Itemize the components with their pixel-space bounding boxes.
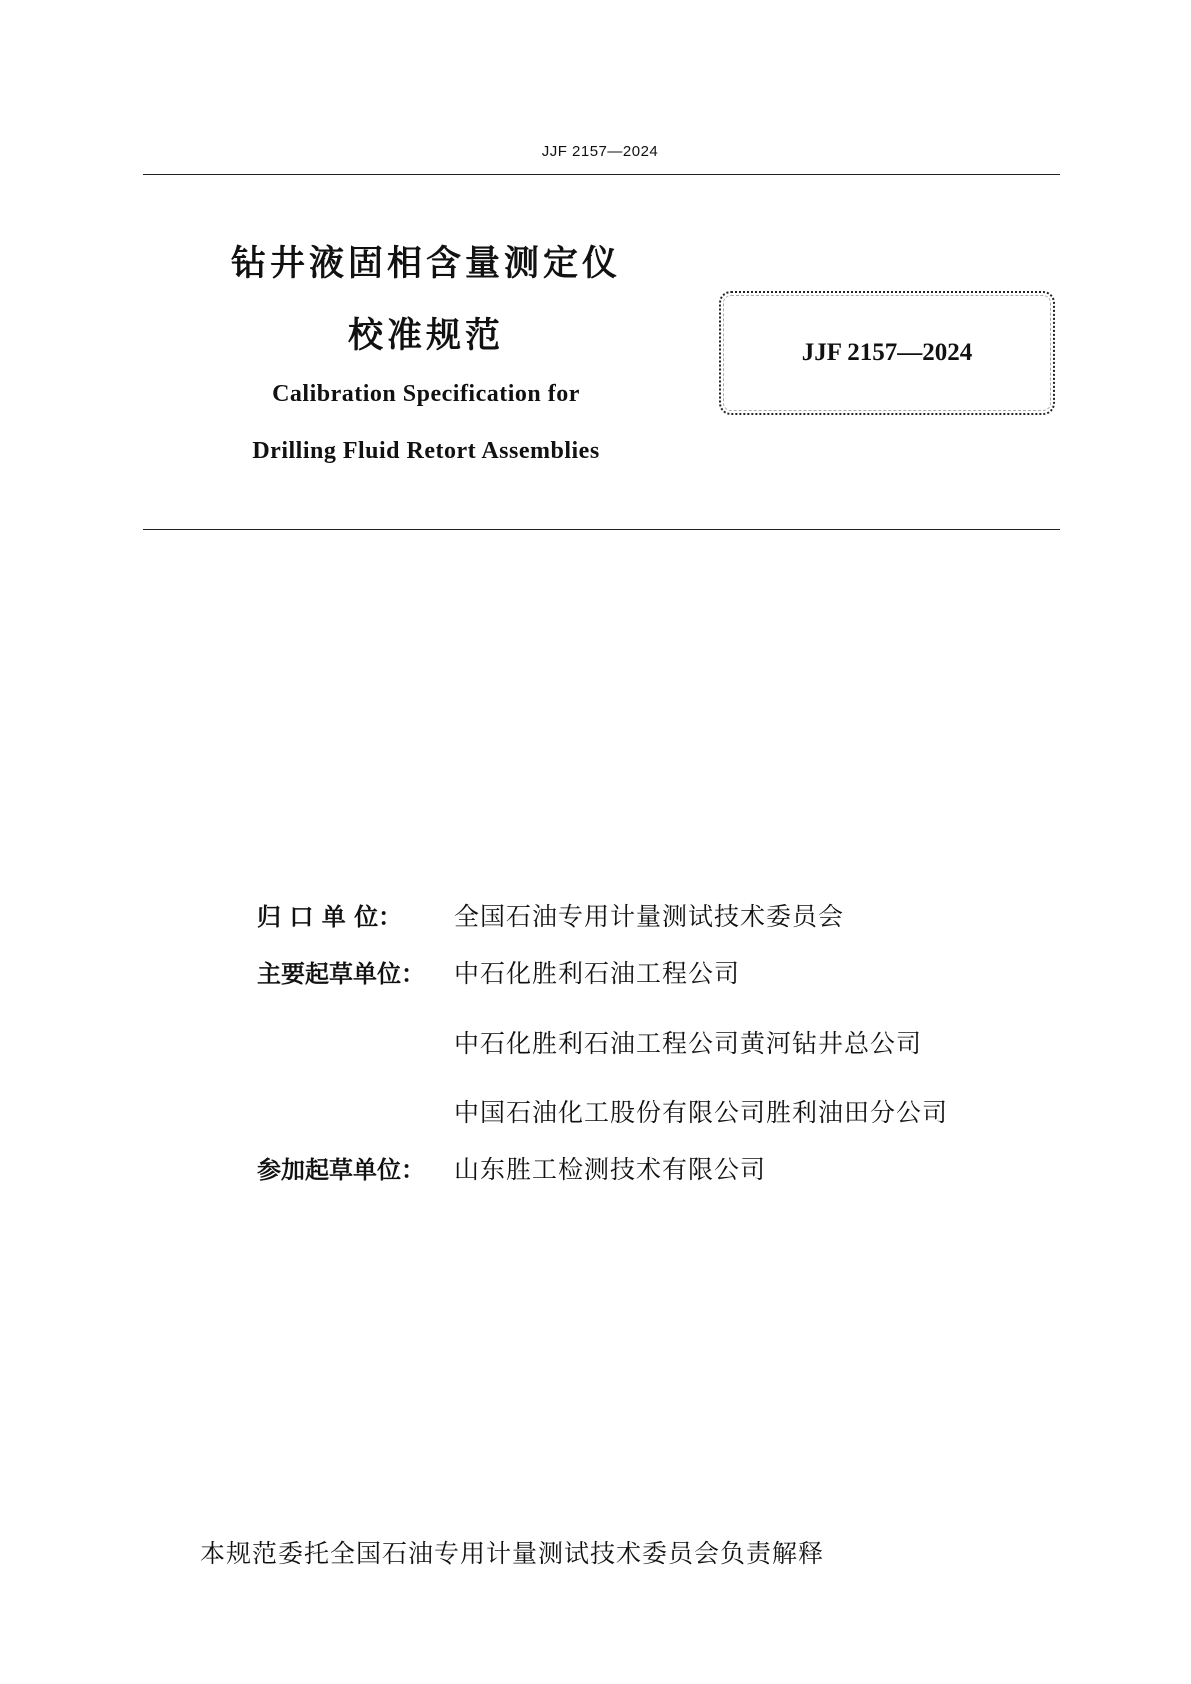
unit-row bbox=[257, 1024, 922, 1060]
unit-row bbox=[257, 1093, 948, 1129]
unit-label: 归 口 单 位： bbox=[257, 903, 403, 931]
running-header-code: JJF 2157—2024 bbox=[541, 143, 659, 160]
unit-label: 参加起草单位： bbox=[257, 1156, 425, 1184]
top-rule bbox=[143, 174, 1060, 175]
unit-value: 中石化胜利石油工程公司黄河钻井总公司 bbox=[454, 1029, 923, 1058]
bottom-rule bbox=[143, 529, 1060, 530]
code-box-text: JJF 2157—2024 bbox=[801, 339, 973, 366]
unit-row bbox=[257, 1150, 766, 1186]
code-box bbox=[719, 291, 1055, 415]
unit-value: 全国石油专用计量测试技术委员会 bbox=[454, 902, 845, 931]
unit-label: 主要起草单位： bbox=[257, 960, 425, 988]
interpretation-note: 本规范委托全国石油专用计量测试技术委员会负责解释 bbox=[200, 1539, 825, 1568]
title-zh-line2: 校准规范 bbox=[347, 316, 504, 356]
unit-value: 中国石油化工股份有限公司胜利油田分公司 bbox=[454, 1098, 949, 1127]
unit-row bbox=[257, 954, 740, 990]
unit-value: 中石化胜利石油工程公司 bbox=[454, 959, 741, 988]
unit-row bbox=[257, 897, 844, 933]
title-en-line2: Drilling Fluid Retort Assemblies bbox=[252, 438, 600, 464]
title-en-line1: Calibration Specification for bbox=[272, 381, 580, 407]
title-zh-line1: 钻井液固相含量测定仪 bbox=[230, 244, 621, 284]
unit-value: 山东胜工检测技术有限公司 bbox=[454, 1155, 767, 1184]
